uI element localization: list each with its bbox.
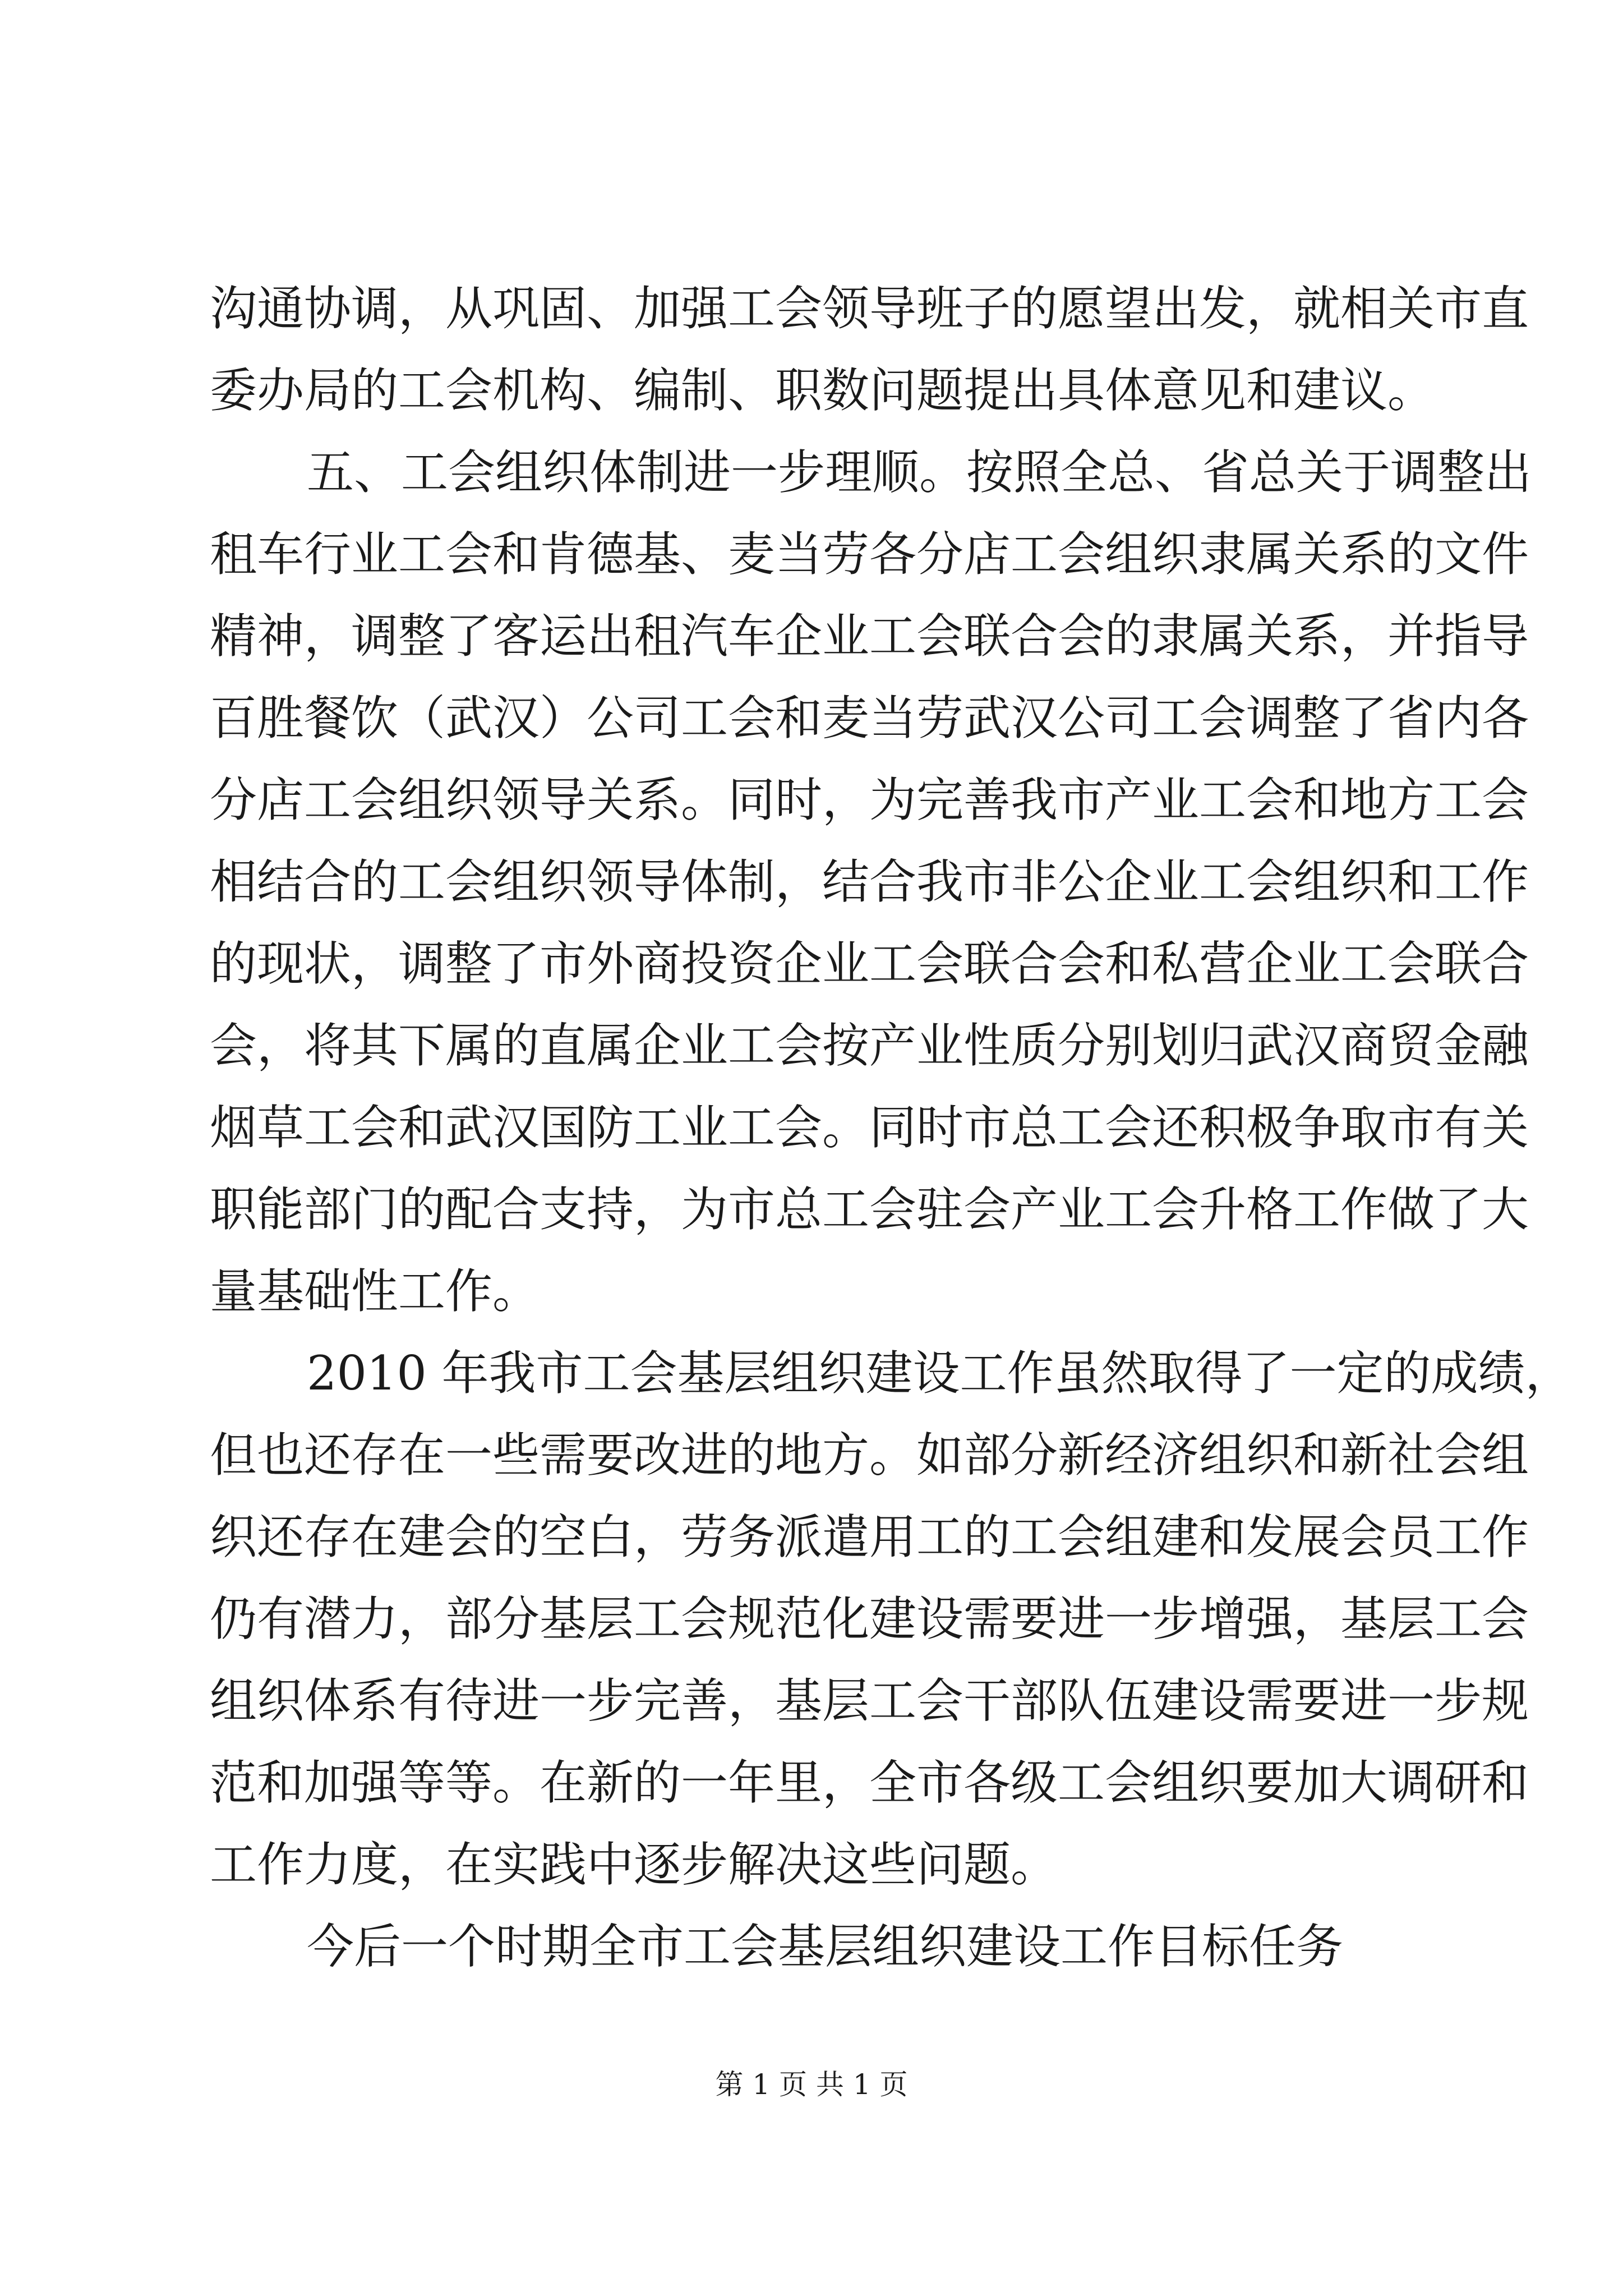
text-line: 百胜餐饮（武汉）公司工会和麦当劳武汉公司工会调整了省内各 [210,691,1529,746]
page-footer: 第 1 页 共 1 页 [715,2068,908,2101]
text-line: 仍有潜力，部分基层工会规范化建设需要进一步增强，基层工会 [210,1591,1529,1646]
paragraph-first-line: 五、工会组织体制进一步理顺。按照全总、省总关于调整出 [307,445,1532,500]
text-line: 职能部门的配合支持，为市总工会驻会产业工会升格工作做了大 [210,1182,1529,1237]
text-line: 的现状，调整了市外商投资企业工会联合会和私营企业工会联合 [210,936,1529,991]
paragraph-first-line: 2010 年我市工会基层组织建设工作虽然取得了一定的成绩， [307,1346,1573,1401]
text-line: 精神，调整了客运出租汽车企业工会联合会的隶属关系，并指导 [210,609,1529,664]
text-line: 租车行业工会和肯德基、麦当劳各分店工会组织隶属关系的文件 [210,527,1529,582]
text-line: 沟通协调，从巩固、加强工会领导班子的愿望出发，就相关市直 [210,281,1529,336]
text-line: 织还存在建会的空白，劳务派遣用工的工会组建和发展会员工作 [210,1510,1529,1565]
text-line: 量基础性工作。 [210,1264,540,1319]
text-line: 相结合的工会组织领导体制，结合我市非公企业工会组织和工作 [210,854,1529,909]
text-line: 工作力度，在实践中逐步解决这些问题。 [210,1837,1058,1892]
text-line: 分店工会组织领导关系。同时，为完善我市产业工会和地方工会 [210,772,1529,827]
text-line: 组织体系有待进一步完善，基层工会干部队伍建设需要进一步规 [210,1673,1529,1728]
text-line: 会，将其下属的直属企业工会按产业性质分别划归武汉商贸金融 [210,1018,1529,1073]
text-line: 烟草工会和武汉国防工业工会。同时市总工会还积极争取市有关 [210,1100,1529,1155]
text-line: 委办局的工会机构、编制、职数问题提出具体意见和建议。 [210,363,1435,418]
paragraph-first-line: 今后一个时期全市工会基层组织建设工作目标任务 [307,1919,1344,1974]
text-line: 但也还存在一些需要改进的地方。如部分新经济组织和新社会组 [210,1428,1529,1483]
text-line: 范和加强等等。在新的一年里，全市各级工会组织要加大调研和 [210,1755,1529,1810]
